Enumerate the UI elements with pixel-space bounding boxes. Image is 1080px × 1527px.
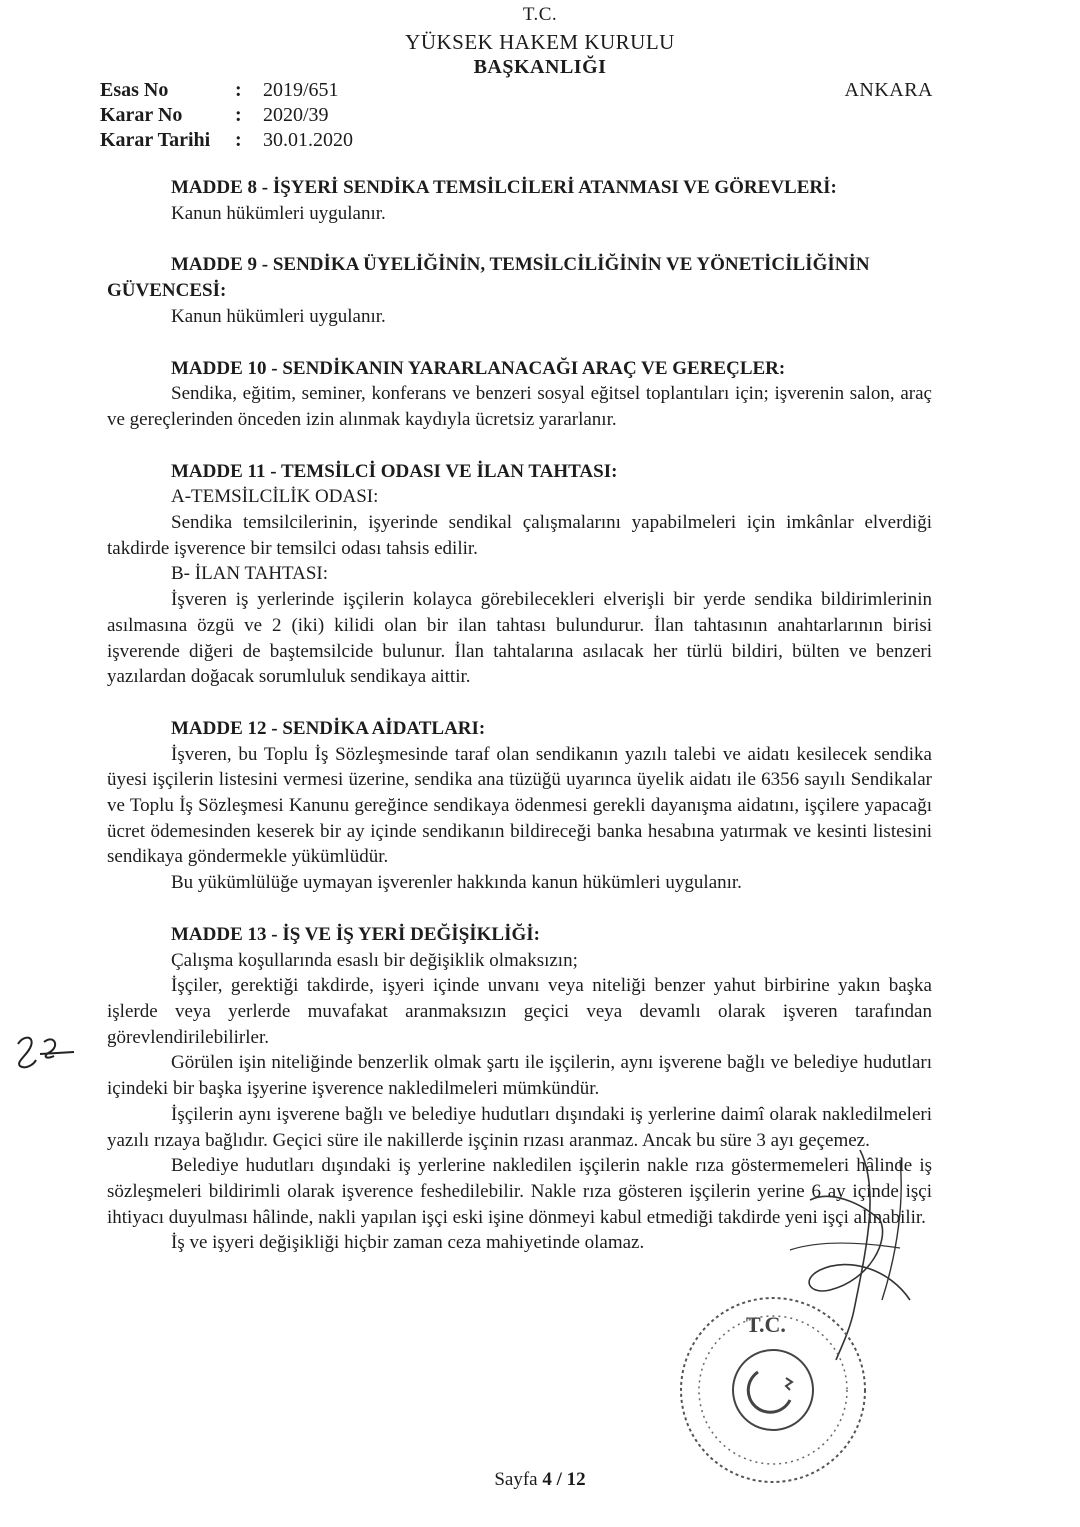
esas-label: Esas No <box>100 79 169 101</box>
article-8-title: MADDE 8 - İŞYERİ SENDİKA TEMSİLCİLERİ ATANMASI VE GÖREVLERİ: <box>171 177 837 198</box>
article-12-text-1: İşveren, bu Toplu İş Sözleşmesinde taraf olan sendikanın yazılı talebi ve aidatı kesilecek sendika üyesi işçilerin listesini vermesi üzerine, sendika ana tüzüğü uyarınca üyelik aidatı ile 6356 sayılı Sendikalar ve Toplu İş Sözleşmesi Kanunu gereğince sendikaya ödenmesi gerekli dayanışma aidatını, işçilere yapacağı ücret ödemesinden keserek bir ay içinde sendikanın bildireceği banka hesabına yatırmak ve kesinti listesini sendikaya göndermekle yükümlüdür. <box>107 743 932 868</box>
article-12-text-2: Bu yükümlülüğe uymayan işverenler hakkında kanun hükümleri uygulanır. <box>171 872 742 894</box>
article-13-text-3: Görülen işin niteliğinde benzerlik olmak şartı ile işçilerin, aynı işverene bağlı ve belediye hudutları içindeki bir başka işyerine işverence nakledilmeleri mümkündür. <box>107 1052 932 1100</box>
stamp-lettering: T.C. <box>746 1312 786 1337</box>
header-line-1: T.C. <box>522 4 558 25</box>
article-10-text: Sendika, eğitim, seminer, konferans ve benzeri sosyal eğitsel toplantıları için; işverenin salon, araç ve gereçlerinden önceden izin alınmak kaydıyla ücretsiz yararlanır. <box>107 383 932 430</box>
footer-page-number: 4 / 12 <box>542 1469 586 1490</box>
article-13-text-4: İşçilerin aynı işverene bağlı ve belediye hudutları dışındaki iş yerlerine daimî olarak nakledilmeleri yazılı rızaya bağlıdır. Geçici süre ile nakillerde işçinin rızası aranmaz. Ancak bu süre 3 ayı geçemez. <box>107 1103 932 1151</box>
article-13-text-1: Çalışma koşullarında esaslı bir değişiklik olmaksızın; <box>171 949 578 971</box>
karar-value: 2020/39 <box>263 104 329 126</box>
article-13-text-5: Belediye hudutları dışındaki iş yerlerine nakledilen işçilerin nakle rıza göstermemeleri hâlinde iş sözleşmeleri bildirimli olarak işverence feshedilebilir. Nakle rıza gösteren işçilerin yerine 6 ay içinde işçi ihtiyacı duyulması hâlinde, nakli yapılan işçi eski işine dönmeyi kabul etmediği takdirde yeni işçi alınabilir. <box>107 1155 932 1228</box>
karar-colon: : <box>235 104 242 126</box>
tarih-value: 30.01.2020 <box>263 129 353 151</box>
article-13-title: MADDE 13 - İŞ VE İŞ YERİ DEĞİŞİKLİĞİ: <box>171 923 540 945</box>
case-metadata <box>100 78 353 153</box>
article-10 <box>107 356 932 433</box>
document-body <box>107 175 932 1282</box>
tarih-row <box>100 128 353 153</box>
esas-value: 2019/651 <box>263 79 339 101</box>
article-13-text-2: İşçiler, gerektiği takdirde, işyeri içinde unvanı veya niteliği benzer yahut birbirine yakın başka işlerde veya yerlerde muvafakat aranmaksızın geçici veya devamlı olarak işveren tarafından görevlendirilebilirler. <box>107 975 932 1048</box>
article-11 <box>107 459 932 690</box>
header-line-3: BAŞKANLIĞI <box>473 56 607 78</box>
header-line-2: YÜKSEK HAKEM KURULU <box>405 30 675 54</box>
page-footer <box>0 1469 1080 1491</box>
footer-label: Sayfa <box>494 1469 538 1490</box>
article-9 <box>107 252 932 329</box>
karar-label: Karar No <box>100 104 183 126</box>
article-11-subheading-b: B- İLAN TAHTASI: <box>171 563 329 585</box>
esas-row <box>100 78 353 103</box>
karar-row <box>100 103 353 128</box>
city-label: ANKARA <box>844 79 933 101</box>
article-9-title: MADDE 9 - SENDİKA ÜYELİĞİNİN, TEMSİLCİLİĞİNİN VE YÖNETİCİLİĞİNİN GÜVENCESİ: <box>107 254 870 302</box>
article-8-text: Kanun hükümleri uygulanır. <box>171 202 386 224</box>
tarih-label: Karar Tarihi <box>100 129 211 151</box>
article-12-title: MADDE 12 - SENDİKA AİDATLARI: <box>171 717 486 739</box>
article-11-text-a: Sendika temsilcilerinin, işyerinde sendikal çalışmalarını yapabilmeleri için imkânlar elverdiği takdirde işverence bir temsilci odası tahsis edilir. <box>107 512 932 559</box>
esas-colon: : <box>235 79 242 101</box>
article-11-text-b: İşveren iş yerlerinde işçilerin kolayca görebilecekleri elverişli bir yerde sendika bildirimlerinin asılmasına özgü ve 2 (iki) kilidi olan bir ilan tahtası bulundurur. İlan tahtasının anahtarlarının birisi işverende diğeri de baştemsilcide bulunur. İlan tahtalarına asılacak her türlü bildiri, bülten ve benzeri yazılardan doğacak sorumluluk sendikaya aittir. <box>107 589 932 688</box>
article-8 <box>107 175 932 226</box>
article-12 <box>107 716 932 896</box>
tarih-colon: : <box>235 129 242 151</box>
article-11-subheading-a: A-TEMSİLCİLİK ODASI: <box>171 486 379 508</box>
official-stamp <box>668 1290 878 1490</box>
article-11-title: MADDE 11 - TEMSİLCİ ODASI VE İLAN TAHTASI: <box>171 460 618 482</box>
article-13-text-6: İş ve işyeri değişikliği hiçbir zaman ceza mahiyetinde olamaz. <box>171 1232 645 1254</box>
margin-initial-mark <box>10 1030 75 1075</box>
article-10-title: MADDE 10 - SENDİKANIN YARARLANACAĞI ARAÇ VE GEREÇLER: <box>171 357 786 379</box>
article-9-text: Kanun hükümleri uygulanır. <box>171 305 386 327</box>
